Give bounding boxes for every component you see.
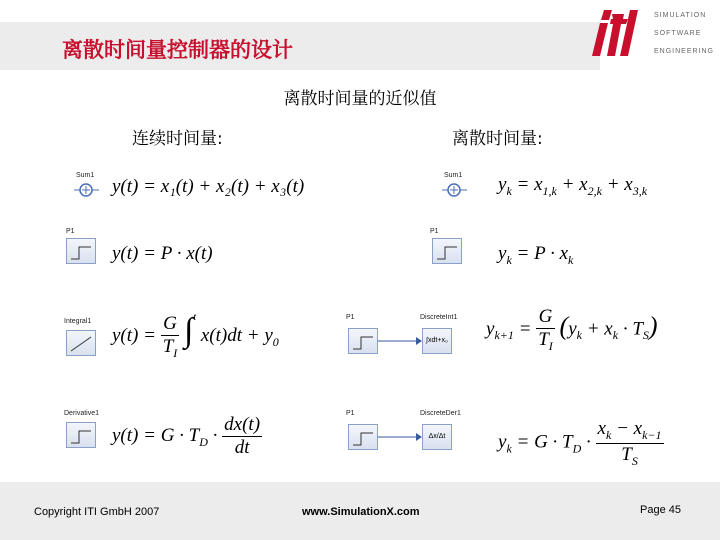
block-label-derivative: Derivative1 xyxy=(64,410,100,417)
integral-block[interactable] xyxy=(66,330,96,356)
connection-arrow xyxy=(378,432,422,442)
connection-arrow xyxy=(378,336,422,346)
step-icon xyxy=(349,329,377,353)
step-icon xyxy=(67,239,95,263)
block-label-p: P1 xyxy=(346,410,355,417)
p-block[interactable] xyxy=(432,238,462,264)
step-icon xyxy=(67,423,95,447)
discrete-integrator-block[interactable]: ∫xdt+x₀ xyxy=(422,328,452,354)
block-label-discrete-der: DiscreteDer1 xyxy=(420,410,461,417)
block-label-p: P1 xyxy=(346,314,355,321)
block-label-integral: Integral1 xyxy=(64,318,92,325)
slide-subtitle: 离散时间量的近似值 xyxy=(283,89,437,109)
block-label-sum: Sum1 xyxy=(76,172,95,179)
p-block[interactable] xyxy=(348,328,378,354)
discrete-derivative-block[interactable]: Δx/Δt xyxy=(422,424,452,450)
discrete-integral-equation: $y_{k+1}$ = $\frac{G}{T_I}$ $(y_k + x_k \cdot T_S)$ xyxy=(486,306,658,353)
block-label-discrete-int: DiscreteInt1 xyxy=(420,314,458,321)
tagline-software: SOFTWARE xyxy=(654,30,702,37)
sum-block-icon[interactable] xyxy=(74,180,100,200)
continuous-sum-equation: y(t) = x₁(t) + x₂(t) + x₃(t) xyxy=(112,176,305,197)
continuous-integral-equation: y(t) = $\frac{G}{T_I}$ ∫$^t$ $x(t)dt + y_0$ xyxy=(112,312,279,360)
iti-logo xyxy=(590,8,650,58)
discrete-sum-equation: $y_k = x_{1,k} + x_{2,k} + x_{3,k}$ xyxy=(498,174,648,198)
continuous-heading: 连续时间量: xyxy=(132,129,223,149)
tagline-simulation: SIMULATION xyxy=(654,12,707,19)
sum-block-icon[interactable] xyxy=(442,180,468,200)
step-icon xyxy=(349,425,377,449)
block-label-p: P1 xyxy=(430,228,439,235)
p-block[interactable] xyxy=(66,238,96,264)
step-icon xyxy=(433,239,461,263)
discrete-p-equation: $y_k = P \cdot x_k$ xyxy=(498,243,574,267)
p-block[interactable] xyxy=(348,424,378,450)
continuous-derivative-equation: $y(t) = G \cdot T_D$ · $\frac{dx(t)}{dt}$ xyxy=(112,414,261,458)
derivative-block[interactable] xyxy=(66,422,96,448)
slide-header xyxy=(0,0,720,70)
page-number: Page 45 xyxy=(640,504,681,516)
website-link[interactable]: www.SimulationX.com xyxy=(302,506,420,518)
block-label-sum: Sum1 xyxy=(444,172,463,179)
discrete-heading: 离散时间量: xyxy=(452,129,543,149)
slide-title: 离散时间量控制器的设计 xyxy=(62,38,293,62)
continuous-p-equation: y(t) = P · x(t) xyxy=(112,243,213,264)
block-label-p: P1 xyxy=(66,228,75,235)
discrete-derivative-equation: $y_k = G \cdot T_D$ · $\frac{x_k - x_{k-1}}{T_S}$ xyxy=(498,418,662,468)
tagline-engineering: ENGINEERING xyxy=(654,48,715,55)
copyright-text: Copyright ITI GmbH 2007 xyxy=(34,506,160,518)
ramp-icon xyxy=(67,331,95,355)
